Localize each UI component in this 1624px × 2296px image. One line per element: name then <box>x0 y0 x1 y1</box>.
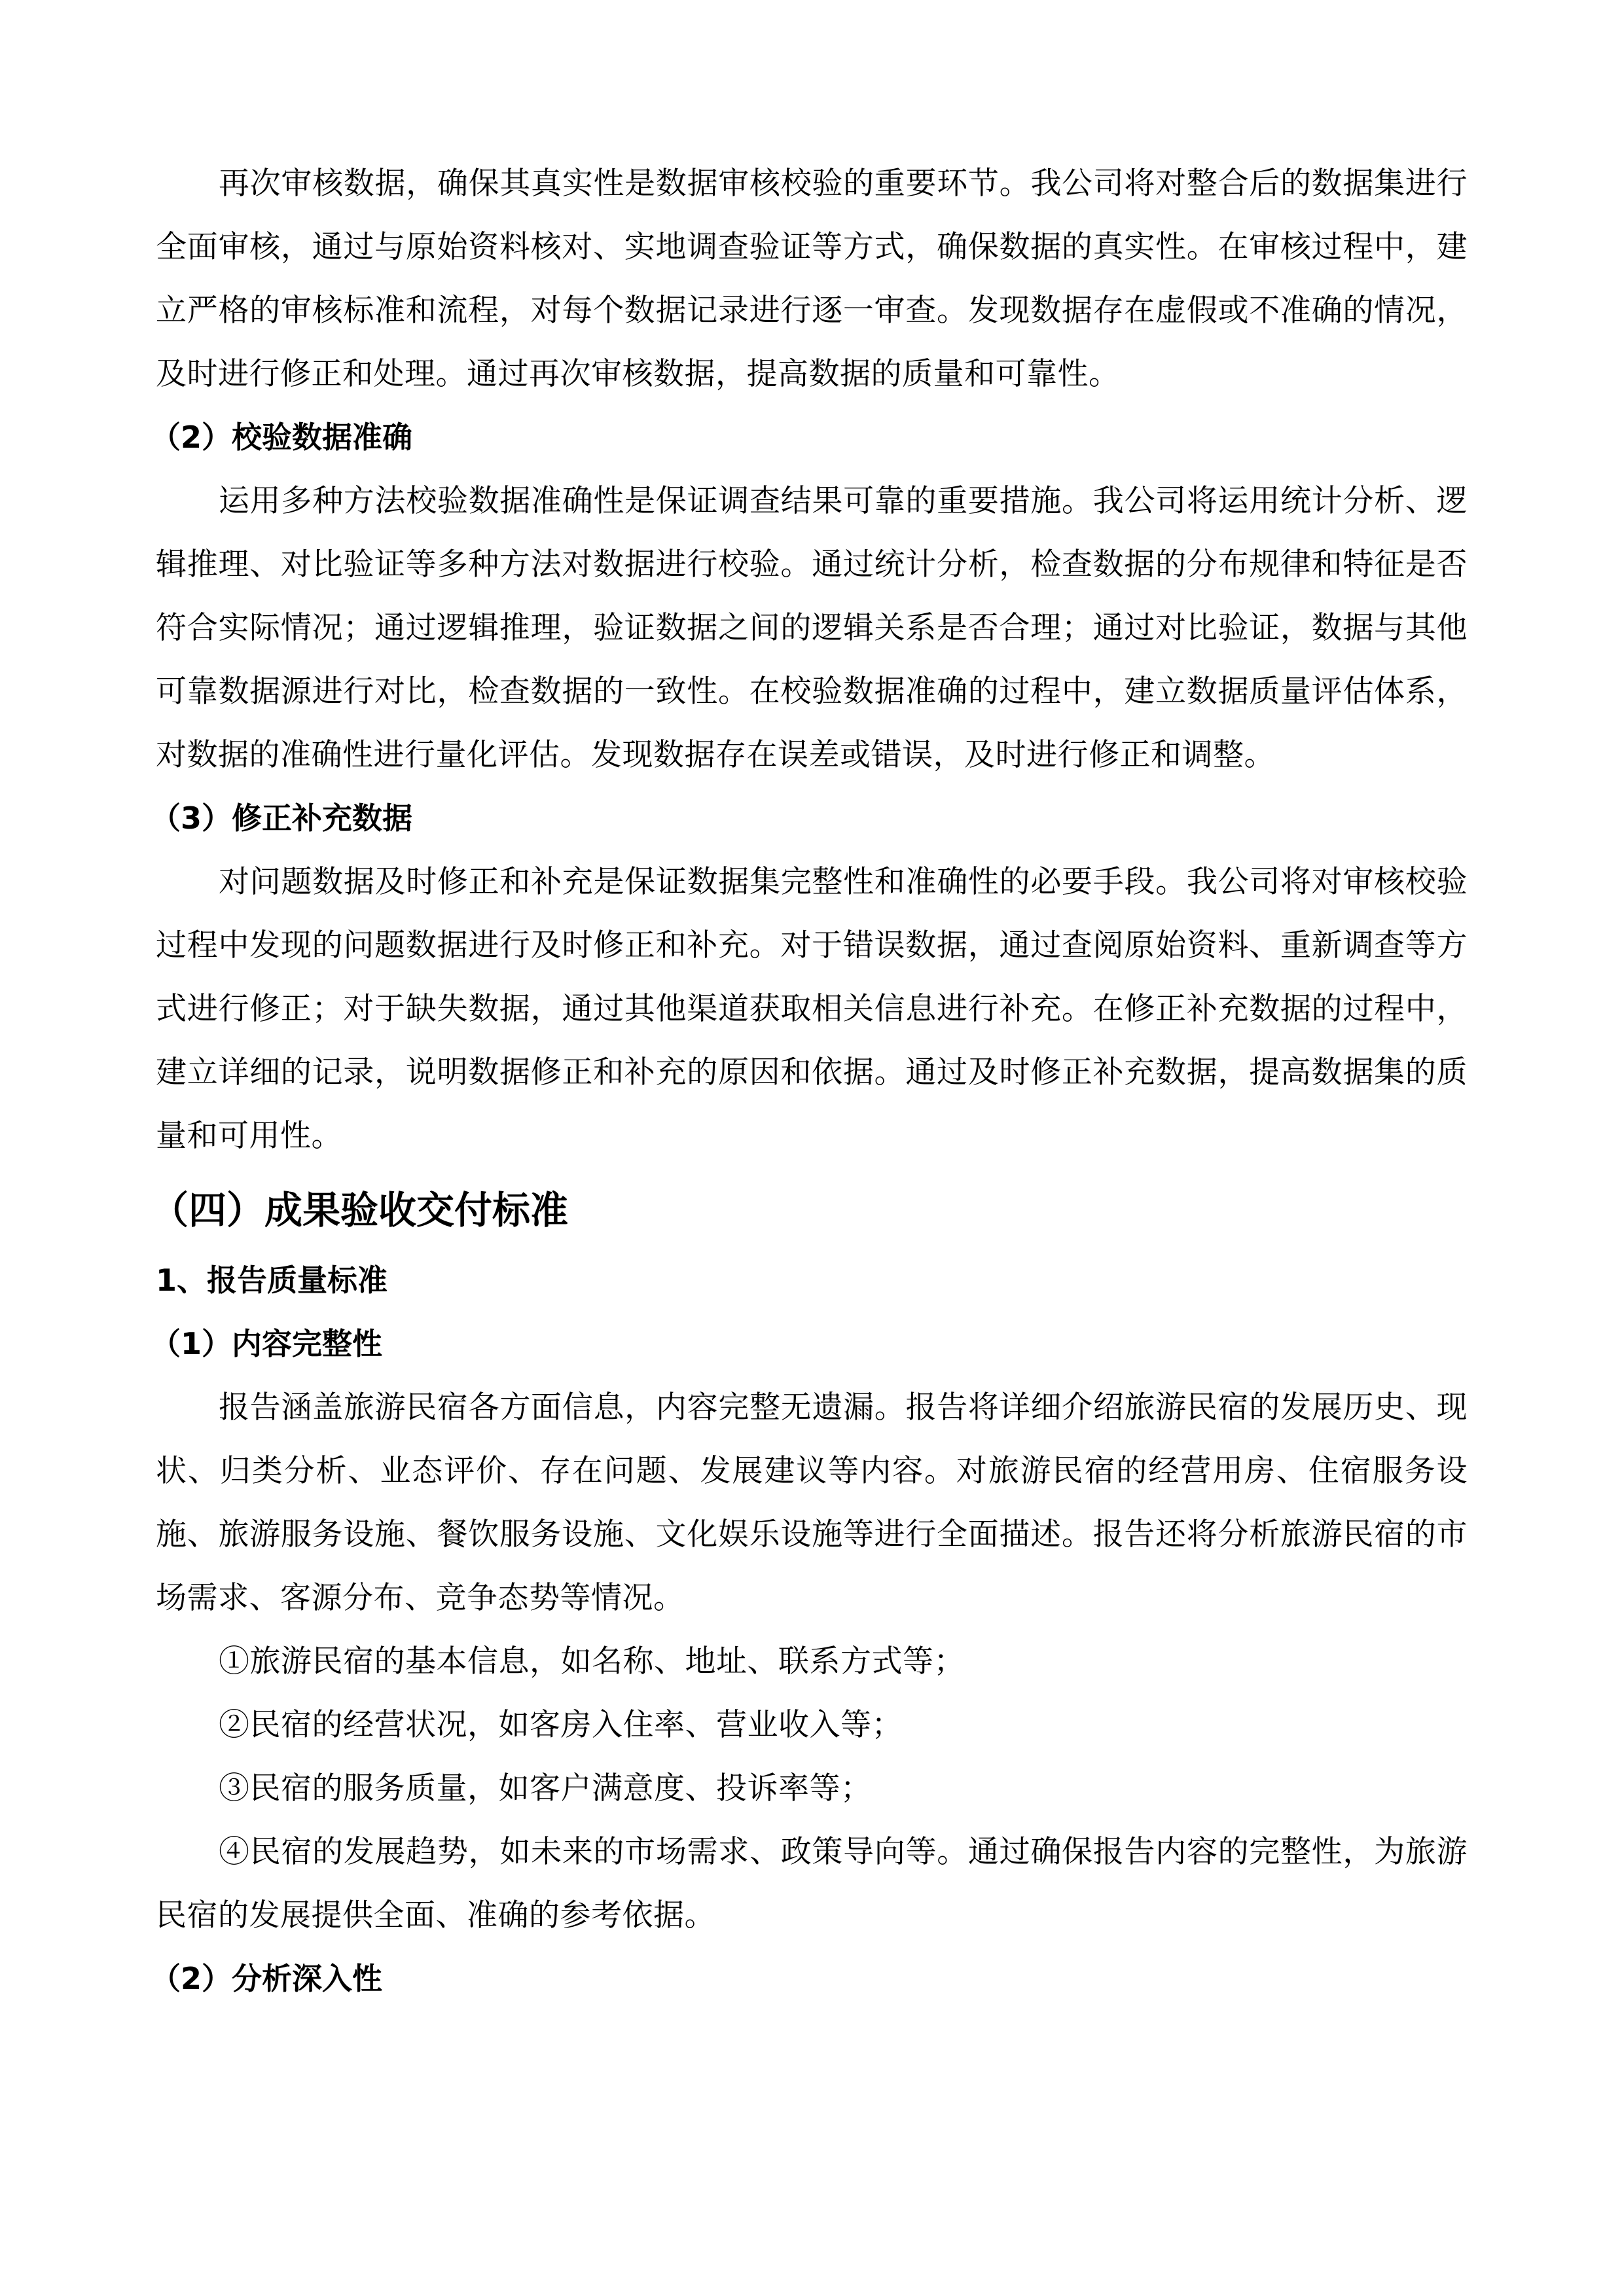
paragraph-review-data: 再次审核数据，确保其真实性是数据审核校验的重要环节。我公司将对整合后的数据集进行全面审核，通过与原始资料核对、实地调查验证等方式，确保数据的真实性。在审核过程中，建立严格的审核标准和流程，对每个数据记录进行逐一审查。发现数据存在虚假或不准确的情况，及时进行修正和处理。通过再次审核数据，提高数据的质量和可靠性。 <box>156 166 1468 392</box>
list-item-operating-status: ②民宿的经营状况，如客房入住率、营业收入等； <box>219 1707 903 1743</box>
heading-correct-supplement: （3）修正补充数据 <box>151 800 413 836</box>
heading-analysis-depth: （2）分析深入性 <box>151 1961 383 1996</box>
list-item-basic-info: ①旅游民宿的基本信息，如名称、地址、联系方式等； <box>219 1643 965 1679</box>
heading-content-completeness: （1）内容完整性 <box>151 1326 383 1361</box>
paragraph-correct-supplement: 对问题数据及时修正和补充是保证数据集完整性和准确性的必要手段。我公司将对审核校验过程中发现的问题数据进行及时修正和补充。对于错误数据，通过查阅原始资料、重新调查等方式进行修正；对于缺失数据，通过其他渠道获取相关信息进行补充。在修正补充数据的过程中，建立详细的记录，说明数据修正和补充的原因和依据。通过及时修正补充数据，提高数据集的质量和可用性。 <box>156 864 1468 1154</box>
list-item-service-quality: ③民宿的服务质量，如客户满意度、投诉率等； <box>219 1770 872 1806</box>
section-heading-acceptance-standards: （四）成果验收交付标准 <box>151 1188 569 1232</box>
paragraph-content-completeness: 报告涵盖旅游民宿各方面信息，内容完整无遗漏。报告将详细介绍旅游民宿的发展历史、现状、归类分析、业态评价、存在问题、发展建议等内容。对旅游民宿的经营用房、住宿服务设施、旅游服务设施、餐饮服务设施、文化娱乐设施等进行全面描述。报告还将分析旅游民宿的市场需求、客源分布、竞争态势等情况。 <box>156 1390 1468 1616</box>
list-item-development-trend: ④民宿的发展趋势，如未来的市场需求、政策导向等。通过确保报告内容的完整性，为旅游民宿的发展提供全面、准确的参考依据。 <box>156 1834 1468 1933</box>
subsection-heading-report-quality: 1、报告质量标准 <box>156 1263 388 1298</box>
paragraph-verify-accuracy: 运用多种方法校验数据准确性是保证调查结果可靠的重要措施。我公司将运用统计分析、逻辑推理、对比验证等多种方法对数据进行校验。通过统计分析，检查数据的分布规律和特征是否符合实际情况；通过逻辑推理，验证数据之间的逻辑关系是否合理；通过对比验证，数据与其他可靠数据源进行对比，检查数据的一致性。在校验数据准确的过程中，建立数据质量评估体系，对数据的准确性进行量化评估。发现数据存在误差或错误，及时进行修正和调整。 <box>156 483 1468 773</box>
document-page <box>151 152 1468 2011</box>
heading-verify-accuracy: （2）校验数据准确 <box>151 420 413 455</box>
